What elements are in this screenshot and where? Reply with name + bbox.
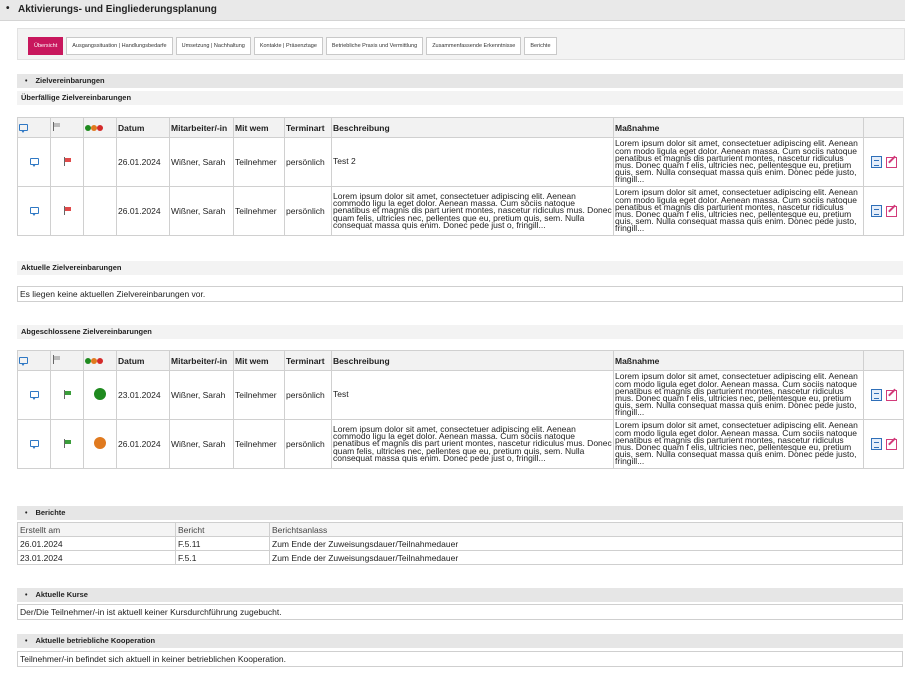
table-row[interactable] — [18, 537, 903, 551]
tab-betriebliche-praxis[interactable]: Betriebliche Praxis und Vermittlung — [326, 37, 423, 55]
cell-datum: 26.01.2024 — [117, 420, 170, 469]
comment-icon[interactable] — [30, 207, 39, 214]
col-berichtsanlass: Berichtsanlass — [270, 523, 903, 537]
col-erstellt-am: Erstellt am — [18, 523, 176, 537]
cell-massnahme: Lorem ipsum dolor sit amet, consectetuer adipiscing elit. Aenean com modo ligula eget dolor. Aenean massa. Cum sociis natoque penatibus et magnis dis parturient montes, nascetur ridiculus mus. Donec quam f elis, ultricies nec, pellentesque eu, pretium quis, sem. Nulla consequat massa quis enim. Donec pede justo, fringill... — [614, 420, 864, 469]
cell-massnahme: Lorem ipsum dolor sit amet, consectetuer adipiscing elit. Aenean com modo ligula eget dolor. Aenean massa. Cum sociis natoque penatibus et magnis dis parturient montes, nascetur ridiculus mus. Donec quam f elis, ultricies nec, pellentesque eu, pretium quis, sem. Nulla consequat massa quis enim. Donec pede justo, fringill... — [614, 138, 864, 187]
edit-icon[interactable] — [886, 157, 897, 168]
flag-green-icon[interactable] — [63, 439, 72, 448]
col-massnahme[interactable]: Maßnahme — [614, 118, 864, 138]
traffic-light-icon — [85, 356, 103, 366]
comment-icon[interactable] — [19, 124, 28, 131]
cell-bericht: F.5.11 — [176, 537, 270, 551]
cell-berichtsanlass: Zum Ende der Zuweisungsdauer/Teilnahmedauer — [270, 551, 903, 565]
traffic-light-icon — [85, 123, 103, 133]
col-mit-wem[interactable]: Mit wem — [234, 118, 285, 138]
cell-mitarbeiter: Wißner, Sarah — [170, 420, 234, 469]
section-title: Aktuelle betriebliche Kooperation — [35, 636, 156, 645]
kurse-info: Der/Die Teilnehmer/-in ist aktuell keiner Kursdurchführung zugebucht. — [17, 604, 903, 620]
col-mitarbeiter[interactable]: Mitarbeiter/-in — [170, 351, 234, 371]
document-icon[interactable] — [871, 156, 882, 168]
empty-aktuell: Es liegen keine aktuellen Zielvereinbarungen vor. — [17, 286, 903, 302]
edit-icon[interactable] — [886, 390, 897, 401]
tab-bar — [17, 28, 905, 60]
table-row — [18, 138, 904, 187]
section-berichte — [17, 506, 903, 520]
col-beschreibung[interactable]: Beschreibung — [332, 351, 614, 371]
bullet: • — [25, 638, 28, 645]
subsection-title: Abgeschlossene Zielvereinbarungen — [21, 327, 152, 336]
table-row[interactable] — [18, 551, 903, 565]
col-terminart[interactable]: Terminart — [285, 118, 332, 138]
cell-terminart: persönlich — [285, 138, 332, 187]
cell-beschreibung: Lorem ipsum dolor sit amet, consectetuer adipiscing elit. Aenean commodo ligu la eget dolor. Aenean massa. Cum sociis natoque penatibus et magnis dis part urient montes, nascetur ridiculus mus. Donec quam felis, ultricies nec, pellentes que eu, pretium quis, sem. Nulla consequat massa quis enim. Donec pede just o, fringill... — [332, 420, 614, 469]
comment-icon[interactable] — [30, 440, 39, 447]
tab-berichte[interactable]: Berichte — [524, 37, 556, 55]
document-icon[interactable] — [871, 389, 882, 401]
cell-mitarbeiter: Wißner, Sarah — [170, 371, 234, 420]
cell-beschreibung: Test 2 — [332, 138, 614, 187]
flag-icon[interactable] — [52, 122, 61, 131]
tab-kontakte[interactable]: Kontakte | Präsenztage — [254, 37, 323, 55]
table-row — [18, 371, 904, 420]
page-header — [0, 0, 905, 21]
comment-icon[interactable] — [19, 357, 28, 364]
section-zielvereinbarungen — [17, 74, 903, 88]
cell-mit-wem: Teilnehmer — [234, 420, 285, 469]
bullet: • — [6, 3, 10, 14]
cell-terminart: persönlich — [285, 187, 332, 236]
subsection-title: Aktuelle Zielvereinbarungen — [21, 263, 122, 272]
berichte-table — [17, 522, 903, 565]
edit-icon[interactable] — [886, 439, 897, 450]
status-green-icon — [94, 388, 106, 400]
cell-mit-wem: Teilnehmer — [234, 187, 285, 236]
abgeschlossen-table — [17, 350, 904, 469]
flag-icon[interactable] — [52, 355, 61, 364]
bullet: • — [25, 78, 28, 85]
cell-datum: 26.01.2024 — [117, 187, 170, 236]
section-title: Zielvereinbarungen — [35, 76, 105, 85]
kooperation-info: Teilnehmer/-in befindet sich aktuell in keiner betrieblichen Kooperation. — [17, 651, 903, 667]
flag-green-icon[interactable] — [63, 390, 72, 399]
subsection-aktuell — [17, 261, 903, 275]
cell-terminart: persönlich — [285, 420, 332, 469]
cell-massnahme: Lorem ipsum dolor sit amet, consectetuer adipiscing elit. Aenean com modo ligula eget dolor. Aenean massa. Cum sociis natoque penatibus et magnis dis parturient montes, nascetur ridiculus mus. Donec quam f elis, ultricies nec, pellentesque eu, pretium quis, sem. Nulla consequat massa quis enim. Donec pede justo, fringill... — [614, 187, 864, 236]
col-datum[interactable]: Datum — [117, 351, 170, 371]
subsection-ueberfaellig — [17, 91, 903, 105]
tab-umsetzung[interactable]: Umsetzung | Nachhaltung — [176, 37, 251, 55]
cell-mit-wem: Teilnehmer — [234, 138, 285, 187]
comment-icon[interactable] — [30, 158, 39, 165]
document-icon[interactable] — [871, 205, 882, 217]
section-kurse — [17, 588, 903, 602]
col-mit-wem[interactable]: Mit wem — [234, 351, 285, 371]
table-row — [18, 420, 904, 469]
cell-mitarbeiter: Wißner, Sarah — [170, 138, 234, 187]
cell-mitarbeiter: Wißner, Sarah — [170, 187, 234, 236]
cell-datum: 26.01.2024 — [117, 138, 170, 187]
cell-erstellt-am: 23.01.2024 — [18, 551, 176, 565]
section-title: Aktuelle Kurse — [35, 590, 88, 599]
document-icon[interactable] — [871, 438, 882, 450]
status-orange-icon — [94, 437, 106, 449]
cell-massnahme: Lorem ipsum dolor sit amet, consectetuer adipiscing elit. Aenean com modo ligula eget dolor. Aenean massa. Cum sociis natoque penatibus et magnis dis parturient montes, nascetur ridiculus mus. Donec quam f elis, ultricies nec, pellentesque eu, pretium quis, sem. Nulla consequat massa quis enim. Donec pede justo, fringill... — [614, 371, 864, 420]
cell-berichtsanlass: Zum Ende der Zuweisungsdauer/Teilnahmedauer — [270, 537, 903, 551]
edit-icon[interactable] — [886, 206, 897, 217]
col-mitarbeiter[interactable]: Mitarbeiter/-in — [170, 118, 234, 138]
col-bericht: Bericht — [176, 523, 270, 537]
cell-mit-wem: Teilnehmer — [234, 371, 285, 420]
cell-terminart: persönlich — [285, 371, 332, 420]
cell-bericht: F.5.1 — [176, 551, 270, 565]
bullet: • — [25, 592, 28, 599]
table-row — [18, 187, 904, 236]
col-terminart[interactable]: Terminart — [285, 351, 332, 371]
tab-uebersicht[interactable]: Übersicht — [28, 37, 63, 55]
flag-red-icon[interactable] — [63, 206, 72, 215]
col-massnahme[interactable]: Maßnahme — [614, 351, 864, 371]
subsection-abgeschlossen — [17, 325, 903, 339]
subsection-title: Überfällige Zielvereinbarungen — [21, 93, 132, 102]
col-beschreibung[interactable]: Beschreibung — [332, 118, 614, 138]
col-datum[interactable]: Datum — [117, 118, 170, 138]
tab-ausgangssituation[interactable]: Ausgangssituation | Handlungsbedarfe — [66, 37, 172, 55]
section-title: Berichte — [35, 508, 66, 517]
ueberfaellig-table — [17, 117, 904, 236]
section-kooperation — [17, 634, 903, 648]
cell-beschreibung: Test — [332, 371, 614, 420]
bullet: • — [25, 510, 28, 517]
cell-erstellt-am: 26.01.2024 — [18, 537, 176, 551]
cell-beschreibung: Lorem ipsum dolor sit amet, consectetuer adipiscing elit. Aenean commodo ligu la eget dolor. Aenean massa. Cum sociis natoque penatibus et magnis dis part urient montes, nascetur ridiculus mus. Donec quam felis, ultricies nec, pellentes que eu, pretium quis, sem. Nulla consequat massa quis enim. Donec pede just o, fringill... — [332, 187, 614, 236]
flag-red-icon[interactable] — [63, 157, 72, 166]
page-title: Aktivierungs- und Eingliederungsplanung — [18, 4, 217, 15]
comment-icon[interactable] — [30, 391, 39, 398]
tab-zusammenfassende-erkenntnisse[interactable]: Zusammenfassende Erkenntnisse — [426, 37, 521, 55]
cell-datum: 23.01.2024 — [117, 371, 170, 420]
